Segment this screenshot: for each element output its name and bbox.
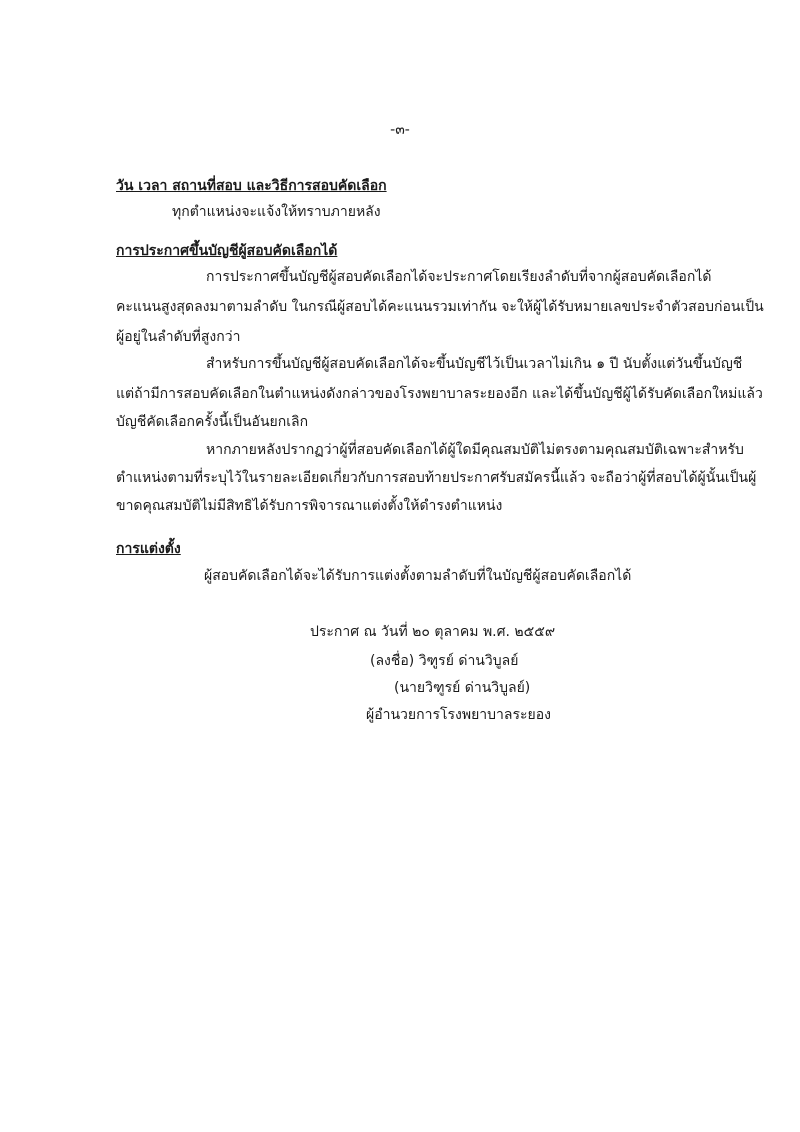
signer-name: (นายวิฑูรย์ ด่านวิบูลย์) [394,680,531,696]
list-para3-line2: ตำแหน่งตามที่ระบุไว้ในรายละเอียดเกี่ยวกับการสอบท้ายประกาศรับสมัครนี้แล้ว จะถือว่าผู้ที่สอบได้ผู้นั้นเป็นผู้ [116,470,757,486]
list-para3-line3: ขาดคุณสมบัติไม่มีสิทธิได้รับการพิจารณาแต่งตั้งให้ดำรงตำแหน่ง [116,498,503,514]
list-para2-line2: แต่ถ้ามีการสอบคัดเลือกในตำแหน่งดังกล่าวของโรงพยาบาลระยองอีก และได้ขึ้นบัญชีผู้ได้รับคัดเลือกใหม่แล้ว [116,386,763,402]
list-para1-line1: การประกาศขึ้นบัญชีผู้สอบคัดเลือกได้จะประกาศโดยเรียงลำดับที่จากผู้สอบคัดเลือกได้ [206,269,712,285]
list-heading: การประกาศขึ้นบัญชีผู้สอบคัดเลือกได้ [116,243,338,259]
list-para2-line3: บัญชีคัดเลือกครั้งนี้เป็นอันยกเลิก [116,414,309,430]
schedule-text: ทุกตำแหน่งจะแจ้งให้ทราบภายหลัง [172,204,381,220]
list-para1-line2: คะแนนสูงสุดลงมาตามลำดับ ในกรณีผู้สอบได้คะแนนรวมเท่ากัน จะให้ผู้ได้รับหมายเลขประจำตัวสอบก่อนเป็น [116,299,764,315]
list-para1-line3: ผู้อยู่ในลำดับที่สูงกว่า [116,329,241,345]
announcement-date: ประกาศ ณ วันที่ ๒๐ ตุลาคม พ.ศ. ๒๕๕๙ [310,624,556,640]
signer-position: ผู้อำนวยการโรงพยาบาลระยอง [366,707,551,723]
schedule-heading: วัน เวลา สถานที่สอบ และวิธีการสอบคัดเลือก [116,178,387,194]
page-number: -๓- [390,122,410,138]
signed-by: (ลงชื่อ) วิฑูรย์ ด่านวิบูลย์ [370,653,519,669]
appointment-text: ผู้สอบคัดเลือกได้จะได้รับการแต่งตั้งตามลำดับที่ในบัญชีผู้สอบคัดเลือกได้ [204,568,632,584]
list-para2-line1: สำหรับการขึ้นบัญชีผู้สอบคัดเลือกได้จะขึ้นบัญชีไว้เป็นเวลาไม่เกิน ๑ ปี นับตั้งแต่วันขึ้นบัญชี [206,356,743,372]
appointment-heading: การแต่งตั้ง [116,541,181,557]
list-para3-line1: หากภายหลังปรากฏว่าผู้ที่สอบคัดเลือกได้ผู้ใดมีคุณสมบัติไม่ตรงตามคุณสมบัติเฉพาะสำหรับ [206,442,744,458]
